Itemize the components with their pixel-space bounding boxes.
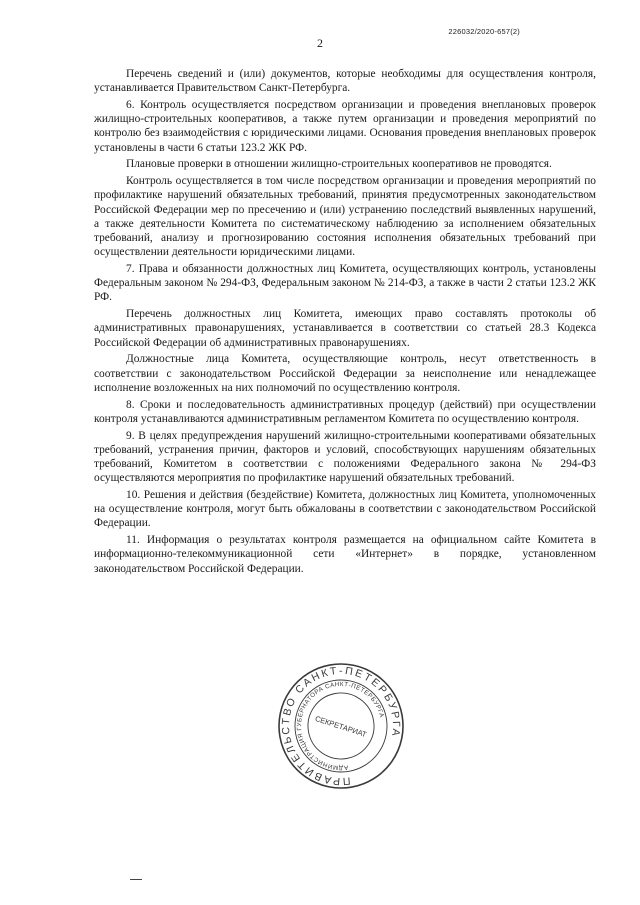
paragraph-officials-list: Перечень должностных лиц Комитета, имеющих право составлять протоколы об административных правонарушениях, устанавливается в соответствии со статьей 28.3 Кодекса Российской Федерации об административных правонарушениях. — [94, 308, 596, 349]
official-seal — [276, 661, 406, 791]
paragraph-11: 11. Информация о результатах контроля размещается на официальном сайте Комитета в информационно-телекоммуникационной сети «Интернет» в порядке, установленном законодательством Российской Федерации. — [94, 534, 596, 575]
seal-outer-text: ПРАВИТЕЛЬСТВО САНКТ-ПЕТЕРБУРГА — [279, 664, 403, 788]
paragraph-control-measures: Контроль осуществляется в том числе посредством организации и проведения мероприятий по профилактике нарушений обязательных требований, принятия предусмотренных законодательством Российской Федерации мер по пресечению и (или) устранению последствий выявленных нарушений, а также деятельности Комитета по систематическому наблюдению за исполнением обязательных требований, анализу и прогнозированию состояния исполнения обязательных требований при осуществлении деятельности юридическими лицами. — [94, 175, 596, 259]
document-number: 226032/2020-657(2) — [448, 27, 520, 36]
paragraph-officials-responsibility: Должностные лица Комитета, осуществляющие контроль, несут ответственность в соответствии с законодательством Российской Федерации за неисполнение или ненадлежащее исполнение возложенных на них полномочий по осуществлению контроля. — [94, 353, 596, 394]
paragraph-9: 9. В целях предупреждения нарушений жилищно-строительными кооперативами обязательных требований, устранения причин, факторов и условий, способствующих нарушениям обязательных требований, Комитетом в соответствии с положениями Федерального закона № 294-ФЗ осуществляются мероприятия по профилактике нарушений обязательных требований. — [94, 429, 596, 485]
seal-center-text: СЕКРЕТАРИАТ — [313, 713, 368, 740]
paragraph-planned-inspections: Плановые проверки в отношении жилищно-строительных кооперативов не проводятся. — [126, 158, 552, 171]
paragraph-6: 6. Контроль осуществляется посредством организации и проведения внеплановых проверок жилищно-строительных кооперативов, а также путем организации и проведения мероприятий по контролю без взаимодействия с юридическими лицами. Основания проведения внеплановых проверок установлены в части 6 статьи 123.2 ЖК РФ. — [94, 99, 596, 154]
paragraph-7: 7. Права и обязанности должностных лиц Комитета, осуществляющих контроль, установлены Федеральным законом № 294-ФЗ, Федеральным законом № 214-ФЗ, а также в части 2 статьи 123.2 ЖК РФ. — [94, 263, 596, 304]
paragraph-8: 8. Сроки и последовательность административных процедур (действий) при осуществлении контроля устанавливаются административным регламентом Комитета по осуществлению контроля. — [94, 398, 596, 425]
paragraph-10: 10. Решения и действия (бездействие) Комитета, должностных лиц Комитета, уполномоченных на осуществление контроля, могут быть обжалованы в соответствии с законодательством Российской Федерации. — [94, 489, 596, 530]
seal-inner-text: АДМИНИСТРАЦИЯ ГУБЕРНАТОРА САНКТ-ПЕТЕРБУРГА — [295, 680, 386, 772]
document-body — [94, 67, 596, 578]
margin-mark — [130, 879, 142, 880]
paragraph-list-of-documents: Перечень сведений и (или) документов, которые необходимы для осуществления контроля, устанавливается Правительством Санкт-Петербурга. — [94, 68, 596, 95]
page-number: 2 — [317, 36, 323, 50]
